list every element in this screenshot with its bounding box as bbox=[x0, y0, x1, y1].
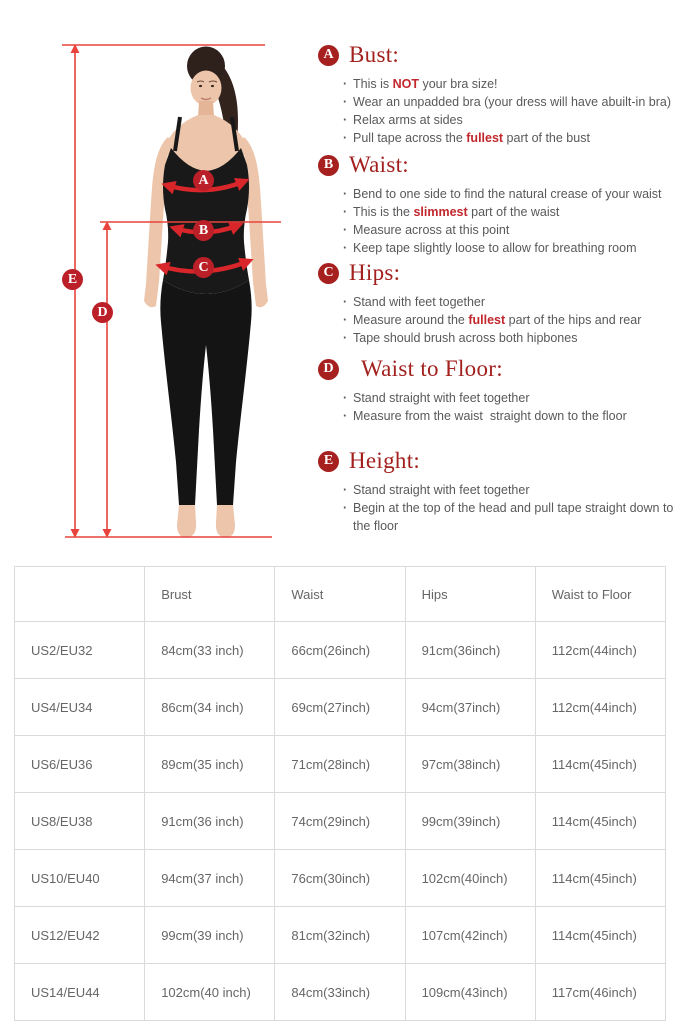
size-row bbox=[15, 850, 666, 907]
measurement-cell: 69cm(27inch) bbox=[275, 679, 405, 736]
measurement-cell: 112cm(44inch) bbox=[535, 679, 665, 736]
figure-badge-waist: B bbox=[193, 220, 214, 241]
measurement-cell: 114cm(45inch) bbox=[535, 736, 665, 793]
section-letter-badge: E bbox=[318, 451, 339, 472]
instruction-bullet: · Bend to one side to find the natural crease of your waist bbox=[343, 185, 674, 203]
instruction-section bbox=[318, 152, 674, 257]
size-row bbox=[15, 679, 666, 736]
measurement-cell: 76cm(30inch) bbox=[275, 850, 405, 907]
instruction-bullet: · Wear an unpadded bra (your dress will have abuilt-in bra) bbox=[343, 93, 674, 111]
size-chart-table bbox=[14, 566, 666, 1021]
measurement-cell: 99cm(39inch) bbox=[405, 793, 535, 850]
measurement-cell: 71cm(28inch) bbox=[275, 736, 405, 793]
measurement-cell: 84cm(33inch) bbox=[275, 964, 405, 1021]
instruction-bullet: · Keep tape slightly loose to allow for breathing room bbox=[343, 239, 674, 257]
section-heading bbox=[318, 356, 674, 382]
column-header bbox=[15, 567, 145, 622]
size-row bbox=[15, 793, 666, 850]
section-heading bbox=[318, 448, 674, 474]
column-header: Waist bbox=[275, 567, 405, 622]
instruction-bullet: · Stand with feet together bbox=[343, 293, 674, 311]
figure-badge-height: E bbox=[62, 269, 83, 290]
instruction-list bbox=[343, 75, 674, 147]
instruction-list bbox=[343, 389, 674, 425]
measurement-instructions bbox=[318, 0, 677, 560]
model-photo bbox=[144, 47, 268, 538]
measurement-cell: 84cm(33 inch) bbox=[145, 622, 275, 679]
section-title: Bust: bbox=[349, 42, 400, 67]
size-row bbox=[15, 964, 666, 1021]
instruction-bullet: · Begin at the top of the head and pull tape straight down to the floor bbox=[343, 499, 674, 535]
section-letter-badge: D bbox=[318, 359, 339, 380]
instruction-bullet: · Measure across at this point bbox=[343, 221, 674, 239]
measurement-cell: 109cm(43inch) bbox=[405, 964, 535, 1021]
measurement-cell: 99cm(39 inch) bbox=[145, 907, 275, 964]
measurement-cell: 91cm(36inch) bbox=[405, 622, 535, 679]
section-title: Waist: bbox=[349, 152, 409, 177]
measurement-cell: 81cm(32inch) bbox=[275, 907, 405, 964]
size-label-cell: US6/EU36 bbox=[15, 736, 145, 793]
section-title: Hips: bbox=[349, 260, 401, 285]
section-title: Height: bbox=[349, 448, 421, 473]
instruction-bullet: · Tape should brush across both hipbones bbox=[343, 329, 674, 347]
instruction-list bbox=[343, 293, 674, 347]
line-arrowheads bbox=[71, 44, 112, 538]
measurement-cell: 114cm(45inch) bbox=[535, 793, 665, 850]
section-letter-badge: C bbox=[318, 263, 339, 284]
size-chart-body bbox=[15, 622, 666, 1021]
section-heading bbox=[318, 152, 674, 178]
measurement-cell: 97cm(38inch) bbox=[405, 736, 535, 793]
section-heading bbox=[318, 42, 674, 68]
measurement-cell: 107cm(42inch) bbox=[405, 907, 535, 964]
instruction-bullet: · Measure around the fullest part of the hips and rear bbox=[343, 311, 674, 329]
size-label-cell: US10/EU40 bbox=[15, 850, 145, 907]
instruction-bullet: · This is the slimmest part of the waist bbox=[343, 203, 674, 221]
size-row bbox=[15, 736, 666, 793]
instruction-bullet: · Measure from the waist straight down to the floor bbox=[343, 407, 674, 425]
column-header: Hips bbox=[405, 567, 535, 622]
measurement-cell: 102cm(40 inch) bbox=[145, 964, 275, 1021]
figure-badge-waist-to-floor: D bbox=[92, 302, 113, 323]
instruction-bullet: · Stand straight with feet together bbox=[343, 389, 674, 407]
instruction-list bbox=[343, 481, 677, 535]
size-row bbox=[15, 907, 666, 964]
size-label-cell: US4/EU34 bbox=[15, 679, 145, 736]
measurement-cell: 94cm(37 inch) bbox=[145, 850, 275, 907]
instruction-section bbox=[318, 448, 677, 535]
size-label-cell: US12/EU42 bbox=[15, 907, 145, 964]
section-letter-badge: B bbox=[318, 155, 339, 176]
measurement-cell: 117cm(46inch) bbox=[535, 964, 665, 1021]
size-label-cell: US8/EU38 bbox=[15, 793, 145, 850]
measurement-cell: 114cm(45inch) bbox=[535, 850, 665, 907]
section-letter-badge: A bbox=[318, 45, 339, 66]
measurement-cell: 102cm(40inch) bbox=[405, 850, 535, 907]
size-row bbox=[15, 622, 666, 679]
measurement-cell: 94cm(37inch) bbox=[405, 679, 535, 736]
section-title: Waist to Floor: bbox=[361, 356, 503, 381]
size-label-cell: US2/EU32 bbox=[15, 622, 145, 679]
column-header: Waist to Floor bbox=[535, 567, 665, 622]
instruction-bullet: · Relax arms at sides bbox=[343, 111, 674, 129]
column-header: Brust bbox=[145, 567, 275, 622]
size-chart-header bbox=[15, 567, 666, 622]
instruction-bullet: · Pull tape across the fullest part of the bust bbox=[343, 129, 674, 147]
instruction-section bbox=[318, 42, 674, 147]
measurement-cell: 112cm(44inch) bbox=[535, 622, 665, 679]
instruction-section bbox=[318, 260, 674, 347]
instruction-bullet: · Stand straight with feet together bbox=[343, 481, 674, 499]
instruction-bullet: · This is NOT your bra size! bbox=[343, 75, 674, 93]
measurement-cell: 89cm(35 inch) bbox=[145, 736, 275, 793]
measurement-cell: 91cm(36 inch) bbox=[145, 793, 275, 850]
instruction-list bbox=[343, 185, 674, 257]
measurement-cell: 66cm(26inch) bbox=[275, 622, 405, 679]
measurement-cell: 114cm(45inch) bbox=[535, 907, 665, 964]
section-heading bbox=[318, 260, 674, 286]
figure-badge-bust: A bbox=[193, 170, 214, 191]
measurement-cell: 86cm(34 inch) bbox=[145, 679, 275, 736]
measurement-cell: 74cm(29inch) bbox=[275, 793, 405, 850]
instruction-section bbox=[318, 356, 674, 425]
figure-badge-hips: C bbox=[193, 257, 214, 278]
size-label-cell: US14/EU44 bbox=[15, 964, 145, 1021]
